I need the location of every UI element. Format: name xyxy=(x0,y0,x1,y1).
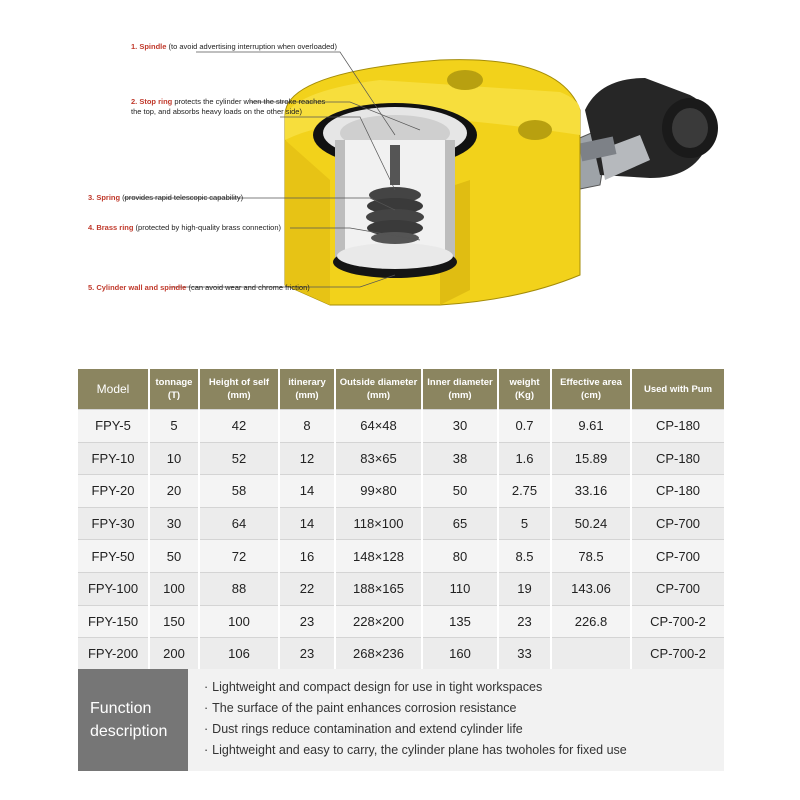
table-cell: FPY-50 xyxy=(78,540,149,573)
table-cell: 8.5 xyxy=(498,540,551,573)
table-cell: 118×100 xyxy=(335,507,422,540)
table-cell: 100 xyxy=(199,605,279,638)
table-cell: 50 xyxy=(149,540,199,573)
table-cell: 38 xyxy=(422,442,498,475)
table-cell: 80 xyxy=(422,540,498,573)
table-cell: 72 xyxy=(199,540,279,573)
table-cell: 83×65 xyxy=(335,442,422,475)
table-cell: 20 xyxy=(149,475,199,508)
table-cell: FPY-150 xyxy=(78,605,149,638)
table-cell: 78.5 xyxy=(551,540,631,573)
table-cell: CP-700 xyxy=(631,507,724,540)
table-cell: 23 xyxy=(498,605,551,638)
table-cell: 19 xyxy=(498,572,551,605)
table-cell: 14 xyxy=(279,507,335,540)
table-cell: 88 xyxy=(199,572,279,605)
table-row xyxy=(78,442,724,475)
table-cell: FPY-200 xyxy=(78,638,149,670)
table-cell: 150 xyxy=(149,605,199,638)
table-cell: 33.16 xyxy=(551,475,631,508)
column-header: Outside diameter (mm) xyxy=(335,369,422,410)
table-cell: 188×165 xyxy=(335,572,422,605)
function-feature-list xyxy=(188,669,627,771)
callout-spindle: 1. Spindle (to avoid advertising interruption when overloaded) xyxy=(131,42,337,51)
table-cell: 65 xyxy=(422,507,498,540)
table-cell: 1.6 xyxy=(498,442,551,475)
callout-cylinder-wall: 5. Cylinder wall and spindle (can avoid wear and chrome friction) xyxy=(88,283,310,292)
table-row xyxy=(78,410,724,443)
table-cell: 5 xyxy=(149,410,199,443)
table-cell: 64×48 xyxy=(335,410,422,443)
table-cell: 22 xyxy=(279,572,335,605)
callout-brass-ring: 4. Brass ring (protected by high-quality brass connection) xyxy=(88,223,282,232)
table-cell: 226.8 xyxy=(551,605,631,638)
table-cell: 50.24 xyxy=(551,507,631,540)
table-cell: CP-180 xyxy=(631,475,724,508)
table-cell: 110 xyxy=(422,572,498,605)
table-cell: CP-700-2 xyxy=(631,605,724,638)
table-cell: 16 xyxy=(279,540,335,573)
table-cell: 23 xyxy=(279,638,335,670)
column-header: Model xyxy=(78,369,149,410)
column-header: Effective area (cm) xyxy=(551,369,631,410)
table-cell: 200 xyxy=(149,638,199,670)
column-header: weight (Kg) xyxy=(498,369,551,410)
table-body xyxy=(78,410,724,670)
function-description xyxy=(78,669,724,771)
table-cell: 5 xyxy=(498,507,551,540)
table-cell: 9.61 xyxy=(551,410,631,443)
table-cell: FPY-100 xyxy=(78,572,149,605)
table-cell: 0.7 xyxy=(498,410,551,443)
hose-coupler-icon xyxy=(575,78,718,190)
table-cell: 268×236 xyxy=(335,638,422,670)
table-cell: CP-180 xyxy=(631,442,724,475)
table-row xyxy=(78,572,724,605)
table-cell: CP-700 xyxy=(631,540,724,573)
table-cell: 228×200 xyxy=(335,605,422,638)
table-cell: FPY-20 xyxy=(78,475,149,508)
table-row xyxy=(78,540,724,573)
table-cell: 52 xyxy=(199,442,279,475)
table-cell: 30 xyxy=(422,410,498,443)
table-cell: 14 xyxy=(279,475,335,508)
list-item: · Dust rings reduce contamination and extend cylinder life xyxy=(204,719,627,740)
table-cell: 106 xyxy=(199,638,279,670)
column-header: itinerary (mm) xyxy=(279,369,335,410)
table-cell: FPY-30 xyxy=(78,507,149,540)
table-cell: 160 xyxy=(422,638,498,670)
table-cell: CP-700 xyxy=(631,572,724,605)
table-row xyxy=(78,507,724,540)
table-cell: 135 xyxy=(422,605,498,638)
column-header: Height of self (mm) xyxy=(199,369,279,410)
table-cell: CP-180 xyxy=(631,410,724,443)
table-cell: 12 xyxy=(279,442,335,475)
table-cell: 2.75 xyxy=(498,475,551,508)
table-cell: 10 xyxy=(149,442,199,475)
callout-stop-ring: 2. Stop ring protects the cylinder when the stroke reaches the top, and absorbs heavy loads on the other side) xyxy=(131,97,326,116)
table-cell: FPY-5 xyxy=(78,410,149,443)
specifications-table xyxy=(78,369,724,670)
table-cell: 100 xyxy=(149,572,199,605)
table-cell: 99×80 xyxy=(335,475,422,508)
table-cell: 143.06 xyxy=(551,572,631,605)
table-cell: 33 xyxy=(498,638,551,670)
list-item: · The surface of the paint enhances corrosion resistance xyxy=(204,698,627,719)
column-header: Used with Pum xyxy=(631,369,724,410)
table-cell: 30 xyxy=(149,507,199,540)
table-cell: FPY-10 xyxy=(78,442,149,475)
callout-spring: 3. Spring (provides rapid telescopic capability) xyxy=(88,193,244,202)
list-item: · Lightweight and compact design for use in tight workspaces xyxy=(204,677,627,698)
table-row xyxy=(78,475,724,508)
table-cell: 58 xyxy=(199,475,279,508)
table-cell xyxy=(551,638,631,670)
table-cell: 42 xyxy=(199,410,279,443)
table-cell: 15.89 xyxy=(551,442,631,475)
table-cell: 50 xyxy=(422,475,498,508)
table-cell: 64 xyxy=(199,507,279,540)
cylinder-illustration xyxy=(0,0,800,340)
table-cell: 23 xyxy=(279,605,335,638)
table-header-row xyxy=(78,369,724,410)
table-row xyxy=(78,605,724,638)
table-cell: 148×128 xyxy=(335,540,422,573)
function-description-label: Function description xyxy=(78,669,188,771)
list-item: · Lightweight and easy to carry, the cylinder plane has twoholes for fixed use xyxy=(204,740,627,761)
table-row xyxy=(78,638,724,670)
column-header: tonnage (T) xyxy=(149,369,199,410)
table-cell: CP-700-2 xyxy=(631,638,724,670)
column-header: Inner diameter (mm) xyxy=(422,369,498,410)
table-cell: 8 xyxy=(279,410,335,443)
